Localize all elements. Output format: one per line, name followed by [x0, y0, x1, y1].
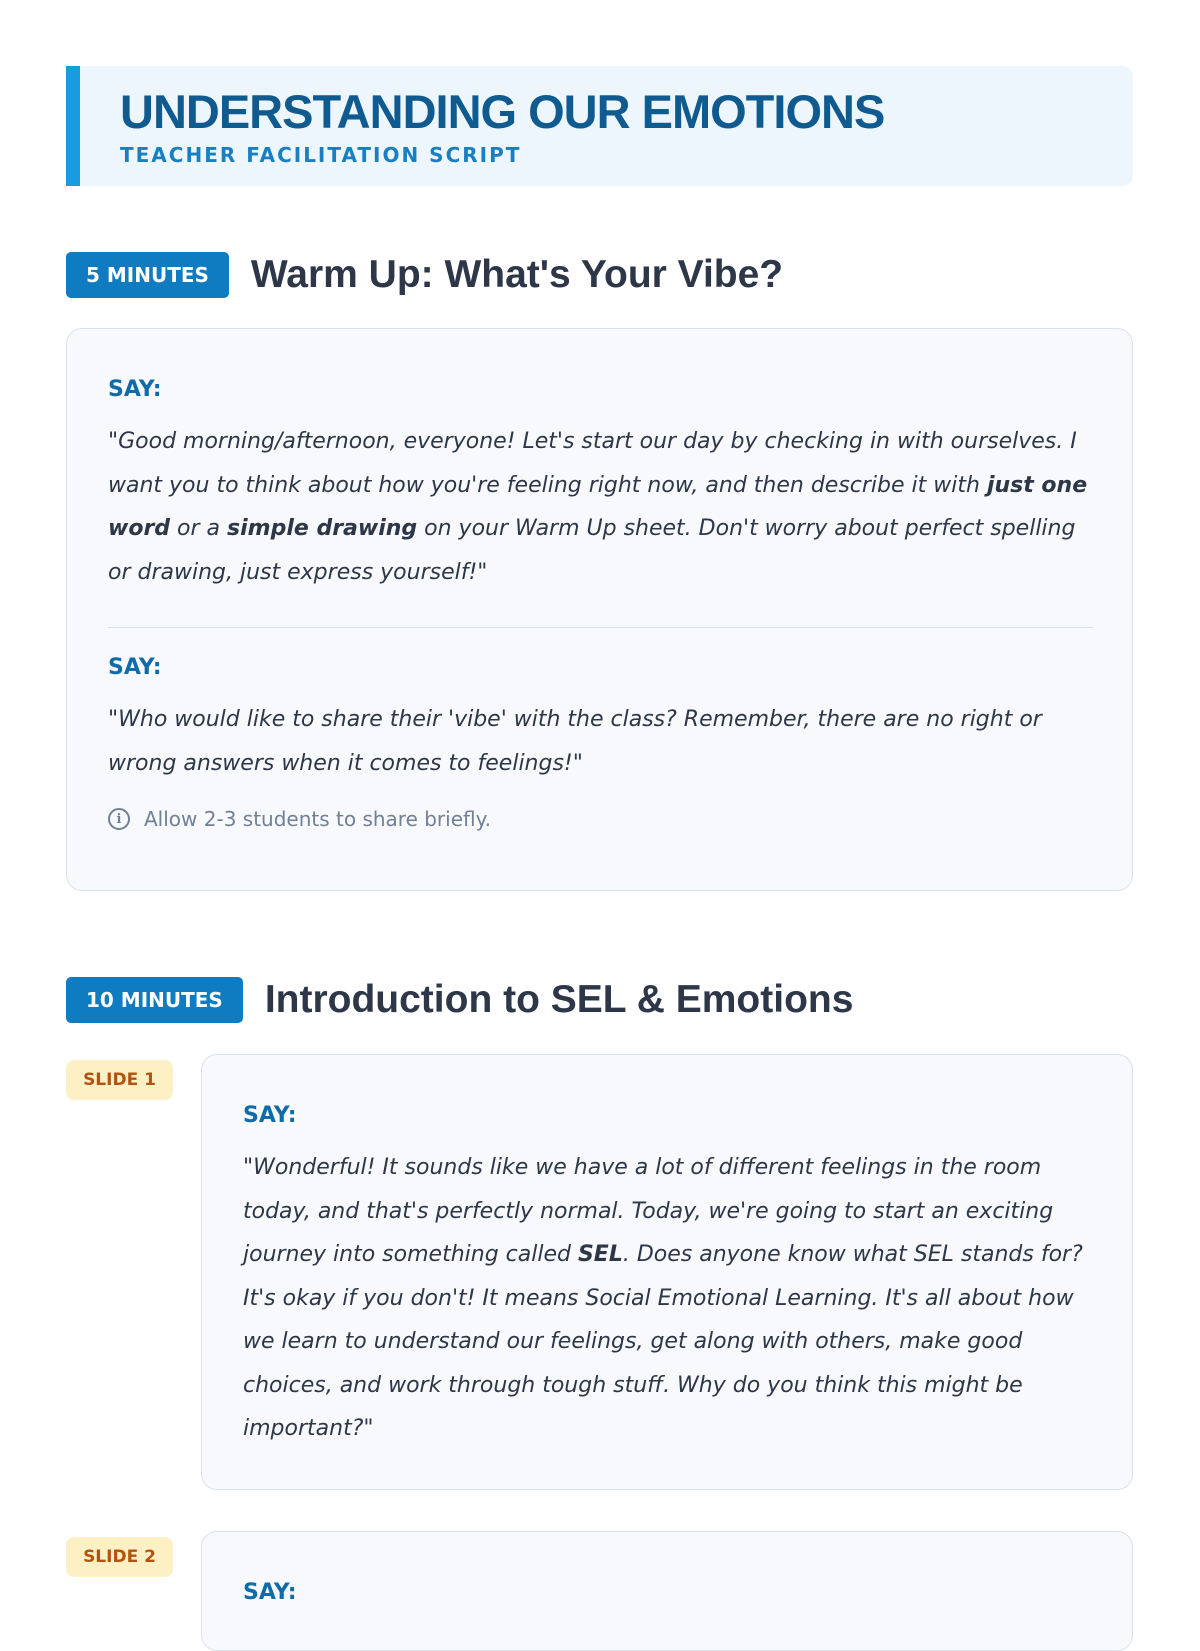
say-block — [243, 1103, 1098, 1451]
script-card-slide-1 — [201, 1054, 1133, 1490]
time-badge: 5 MINUTES — [66, 252, 229, 298]
emphasis-text: SEL — [577, 1242, 623, 1267]
section-title: Warm Up: What's Your Vibe? — [250, 253, 784, 296]
say-quote — [108, 420, 1093, 594]
title-banner — [66, 66, 1133, 186]
quote-text: "Wonderful! It sounds like we have a lot of different feelings in the room today, and that's perfectly normal. Today, we're going to start an exciting journey into something called — [243, 1155, 1054, 1267]
info-icon: i — [108, 808, 130, 830]
slide-tag: SLIDE 2 — [66, 1537, 173, 1577]
script-card-slide-2 — [201, 1531, 1133, 1651]
say-label: SAY: — [108, 655, 162, 680]
quote-text: "Who would like to share their 'vibe' with the class? Remember, there are no right or wrong answers when it comes to feelings!" — [108, 707, 1042, 776]
quote-text: "Good morning/afternoon, everyone! Let's start our day by checking in with ourselves. I want you to think about how you're feeling right now, and then describe it with — [108, 429, 1077, 498]
say-label: SAY: — [108, 377, 162, 402]
say-block — [108, 377, 1093, 594]
script-card-warm-up — [66, 328, 1133, 891]
time-badge: 10 MINUTES — [66, 977, 243, 1023]
section-title: Introduction to SEL & Emotions — [264, 978, 854, 1021]
quote-text: on your Warm Up sheet. Don't worry about perfect spelling or drawing, just express yourself!" — [108, 516, 1076, 585]
quote-text: . Does anyone know what SEL stands for? It's okay if you don't! It means Social Emotional Learning. It's all about how we learn to understand our feelings, get along with others, make good choices, and work through tough stuff. Why do you think this might be important?" — [243, 1242, 1083, 1441]
say-label: SAY: — [243, 1580, 297, 1605]
emphasis-text: simple drawing — [227, 516, 418, 541]
quote-text: or a — [170, 516, 228, 541]
note-text: Allow 2-3 students to share briefly. — [144, 807, 491, 831]
section-header-intro-sel — [66, 975, 853, 1025]
say-block — [243, 1580, 1098, 1605]
say-block — [108, 655, 1093, 785]
emphasis-text: just one word — [108, 472, 1088, 541]
page-title: UNDERSTANDING OUR EMOTIONS — [120, 85, 885, 138]
section-header-warm-up — [66, 250, 783, 300]
page-subtitle: TEACHER FACILITATION SCRIPT — [120, 143, 522, 167]
say-label: SAY: — [243, 1103, 297, 1128]
slide-tag: SLIDE 1 — [66, 1060, 173, 1100]
say-quote — [243, 1146, 1098, 1451]
facilitator-note — [108, 807, 491, 831]
divider — [108, 627, 1093, 628]
say-quote — [108, 698, 1093, 785]
